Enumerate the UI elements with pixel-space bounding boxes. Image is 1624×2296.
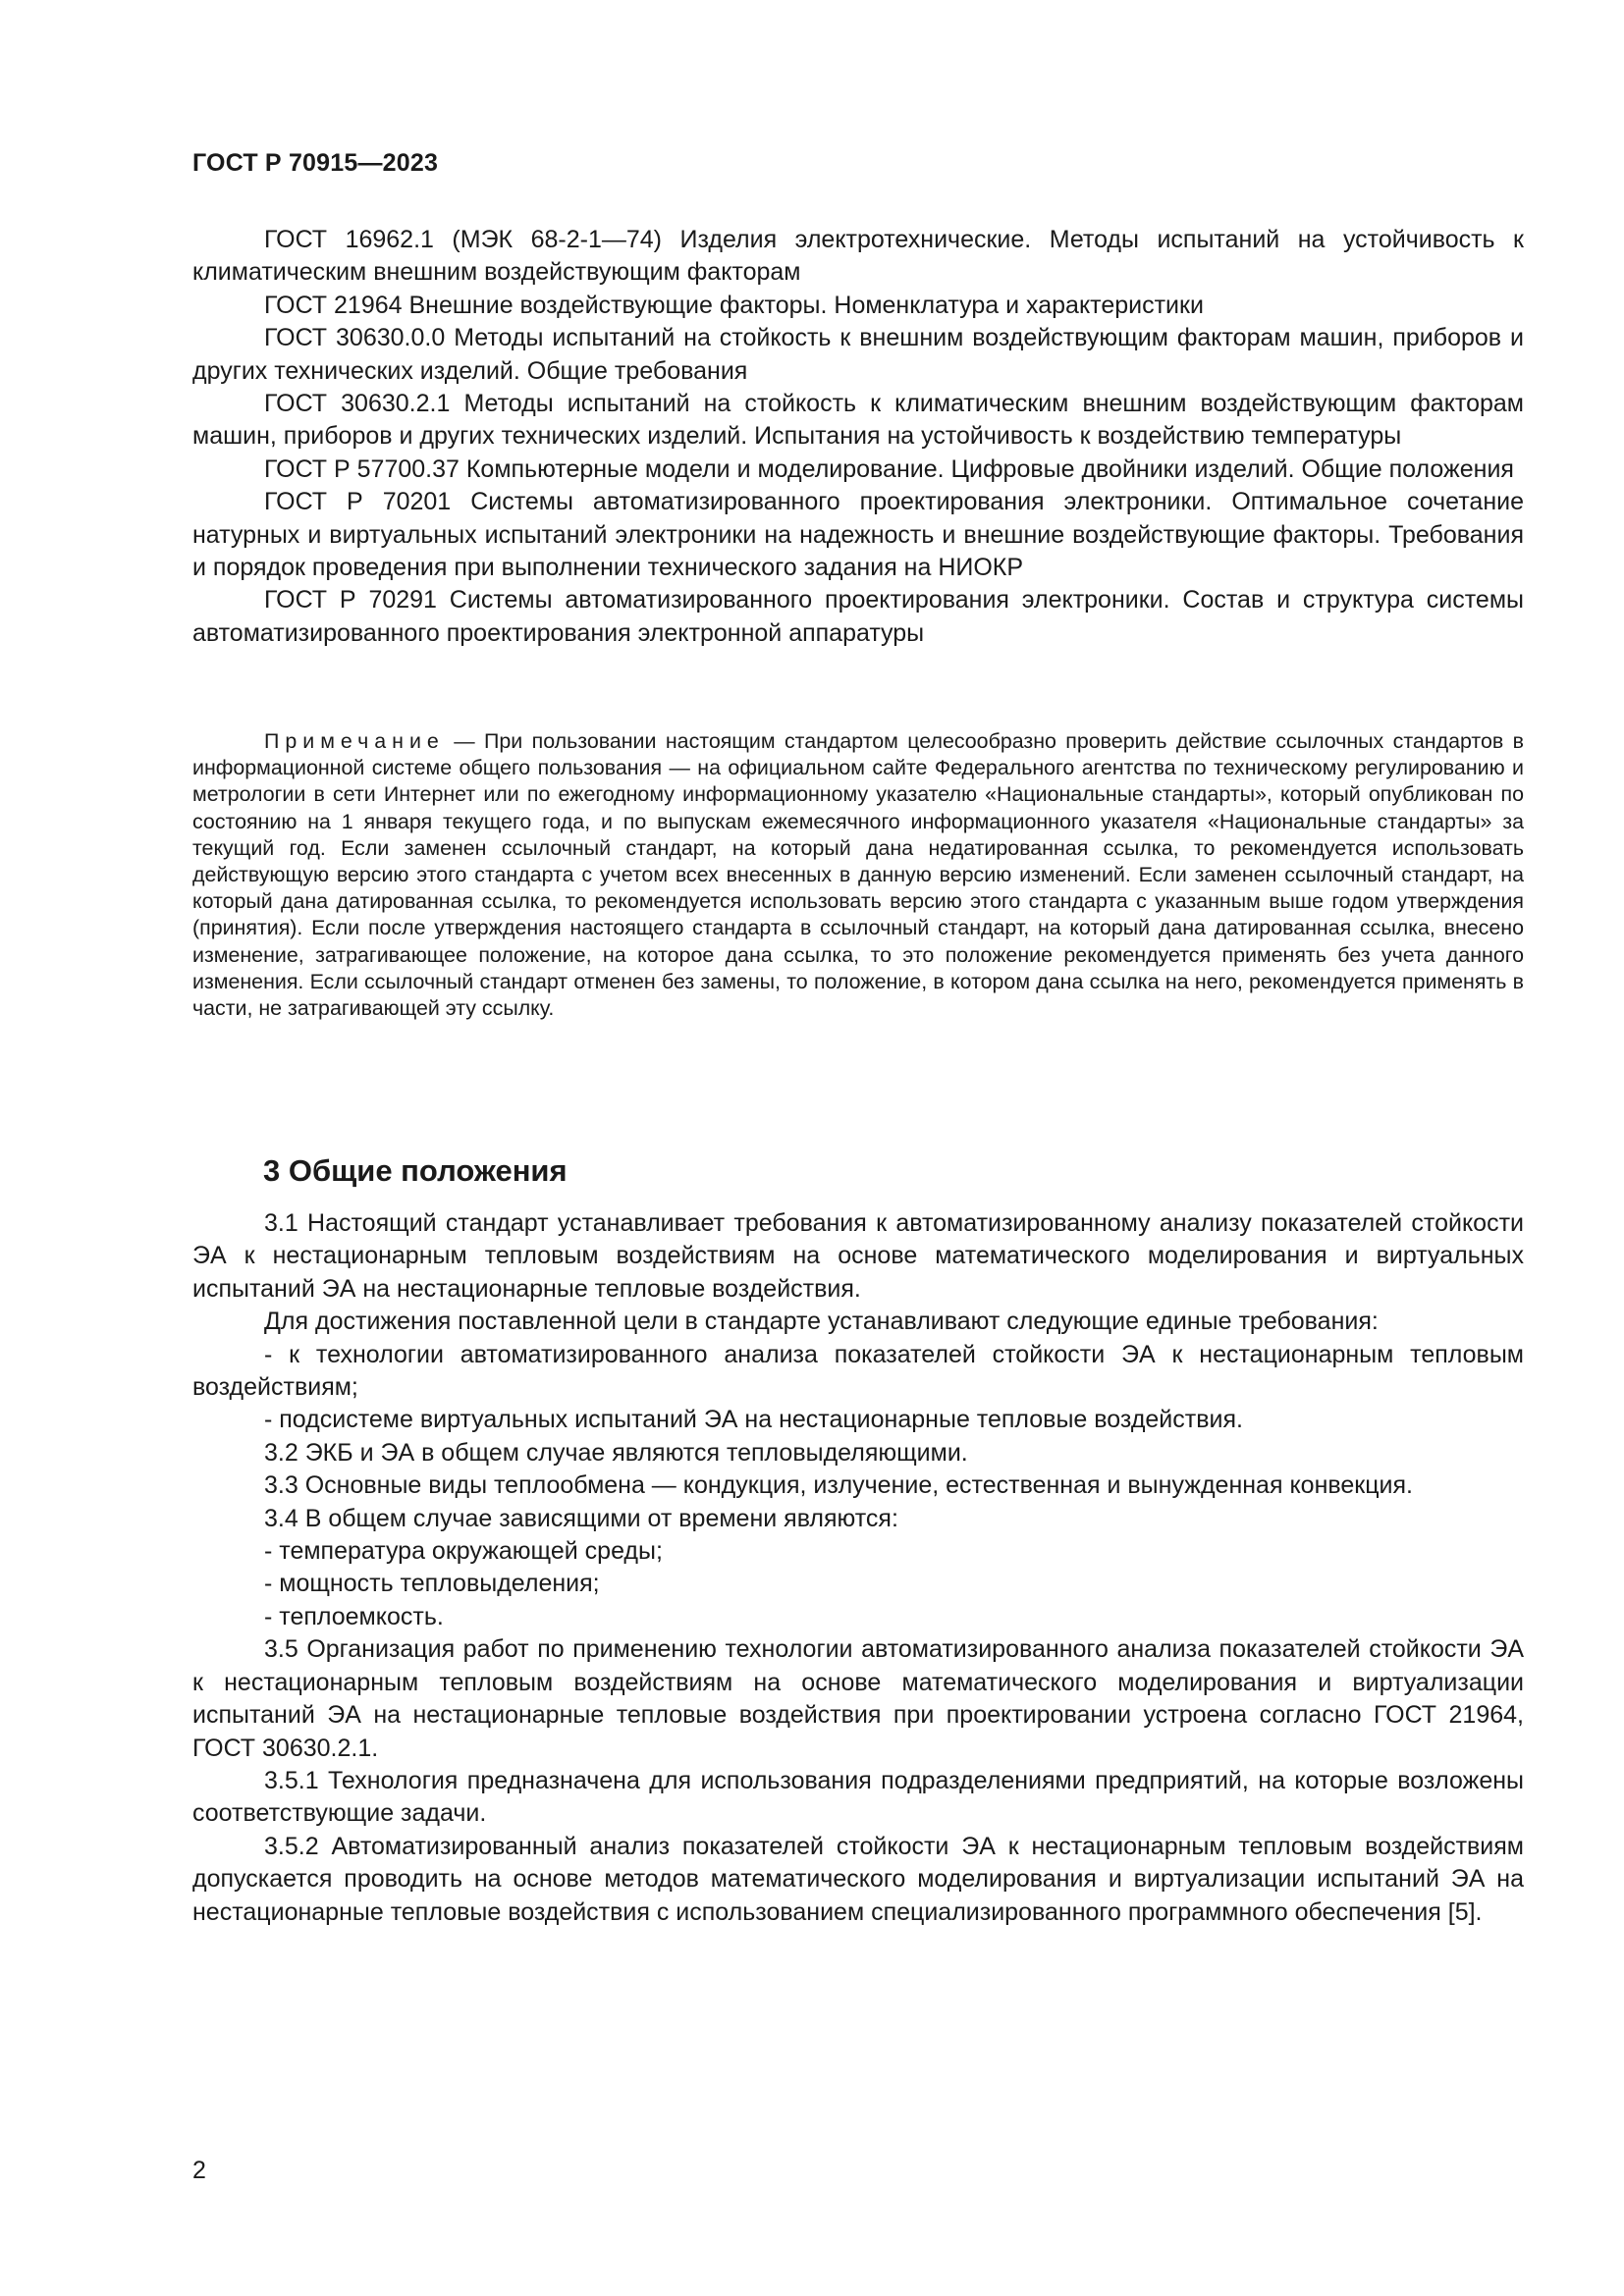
reference-item: ГОСТ 30630.2.1 Методы испытаний на стойкость к климатическим внешним воздействующим факторам машин, приборов и других технических изделий. Испытания на устойчивость к воздействию температуры (192, 390, 1524, 451)
paragraph-3-5: 3.5 Организация работ по применению технологии автоматизированного анализа показателей стойкости ЭА к нестационарным тепловым воздействиям на основе математического моделирования и виртуализации испытаний ЭА на нестационарные тепловые воздействия при проектировании устроена согласно ГОСТ 21964, ГОСТ 30630.2.1. (192, 1635, 1524, 1762)
note-text: — При пользовании настоящим стандартом целесообразно проверить действие ссылочных стандартов в информационной системе общего пользования — на официальном сайте Федерального агентства по техническому регулированию и метрологии в сети Интернет или по ежегодному информационному указателю «Национальные стандарты», который опубликован по состоянию на 1 января текущего года, и по выпускам ежемесячного информационного указателя «Национальные стандарты» за текущий год. Если заменен ссылочный стандарт, на который дана недатированная ссылка, то рекомендуется использовать действующую версию этого стандарта с учетом всех внесенных в данную версию изменений. Если заменен ссылочный стандарт, на который дана датированная ссылка, то рекомендуется использовать версию этого стандарта с указанным выше годом утверждения (принятия). Если после утверждения настоящего стандарта в ссылочный стандарт, на который дана датированная ссылка, внесено изменение, затрагивающее положение, на которое дана ссылка, то это положение рекомендуется применять без учета данного изменения. Если ссылочный стандарт отменен без замены, то положение, в котором дана ссылка на него, рекомендуется применять в части, не затрагивающей эту ссылку. (192, 729, 1524, 1021)
paragraph-3-5-2: 3.5.2 Автоматизированный анализ показателей стойкости ЭА к нестационарным тепловым воздействиям допускается проводить на основе методов математического моделирования и виртуализации испытаний ЭА на нестационарные тепловые воздействия с использованием специализированного программного обеспечения [5]. (192, 1832, 1524, 1926)
list-item: - теплоемкость. (264, 1602, 444, 1630)
page-header-doc-id: ГОСТ Р 70915—2023 (192, 149, 439, 177)
reference-item: ГОСТ Р 70291 Системы автоматизированного проектирования электроники. Состав и структура системы автоматизированного проектирования электронной аппаратуры (192, 586, 1524, 647)
reference-item: ГОСТ 16962.1 (МЭК 68-2-1—74) Изделия электротехнические. Методы испытаний на устойчивость к климатическим внешним воздействующим факторам (192, 226, 1524, 287)
paragraph-3-2: 3.2 ЭКБ и ЭА в общем случае являются тепловыделяющими. (264, 1438, 968, 1467)
list-item: - подсистеме виртуальных испытаний ЭА на нестационарные тепловые воздействия. (264, 1406, 1243, 1434)
normative-references-list (192, 224, 1524, 650)
reference-item: ГОСТ Р 57700.37 Компьютерные модели и моделирование. Цифровые двойники изделий. Общие положения (264, 454, 1514, 483)
paragraph-3-5-1: 3.5.1 Технология предназначена для использования подразделениями предприятий, на которые возложены соответствующие задачи. (192, 1766, 1524, 1828)
list-item: - мощность тепловыделения; (264, 1570, 600, 1598)
list-item: - температура окружающей среды; (264, 1537, 663, 1566)
paragraph-3-1: 3.1 Настоящий стандарт устанавливает требования к автоматизированному анализу показателей стойкости ЭА к нестационарным тепловым воздействиям на основе математического моделирования и виртуальных испытаний ЭА на нестационарные тепловые воздействия. (192, 1209, 1524, 1303)
paragraph-3-4: 3.4 В общем случае зависящими от времени являются: (264, 1504, 898, 1532)
reference-item: ГОСТ 30630.0.0 Методы испытаний на стойкость к внешним воздействующим факторам машин, приборов и других технических изделий. Общие требования (192, 324, 1524, 385)
page-number: 2 (192, 2157, 206, 2184)
list-item: - к технологии автоматизированного анализа показателей стойкости ЭА к нестационарным тепловым воздействиям; (192, 1340, 1524, 1402)
paragraph-requirements-intro: Для достижения поставленной цели в стандарте устанавливают следующие единые требования: (264, 1308, 1379, 1336)
paragraph-3-3: 3.3 Основные виды теплообмена — кондукция, излучение, естественная и вынужденная конвекция. (264, 1471, 1413, 1500)
reference-item: ГОСТ Р 70201 Системы автоматизированного проектирования электроники. Оптимальное сочетание натурных и виртуальных испытаний электроники на надежность и внешние воздействующие факторы. Требования и порядок проведения при выполнении технического задания на НИОКР (192, 488, 1524, 582)
section-body (192, 1207, 1524, 1929)
reference-item: ГОСТ 21964 Внешние воздействующие факторы. Номенклатура и характеристики (264, 291, 1204, 319)
note-label: Примечание (264, 729, 445, 753)
section-title: 3 Общие положения (263, 1153, 568, 1188)
references-note (192, 728, 1524, 1022)
